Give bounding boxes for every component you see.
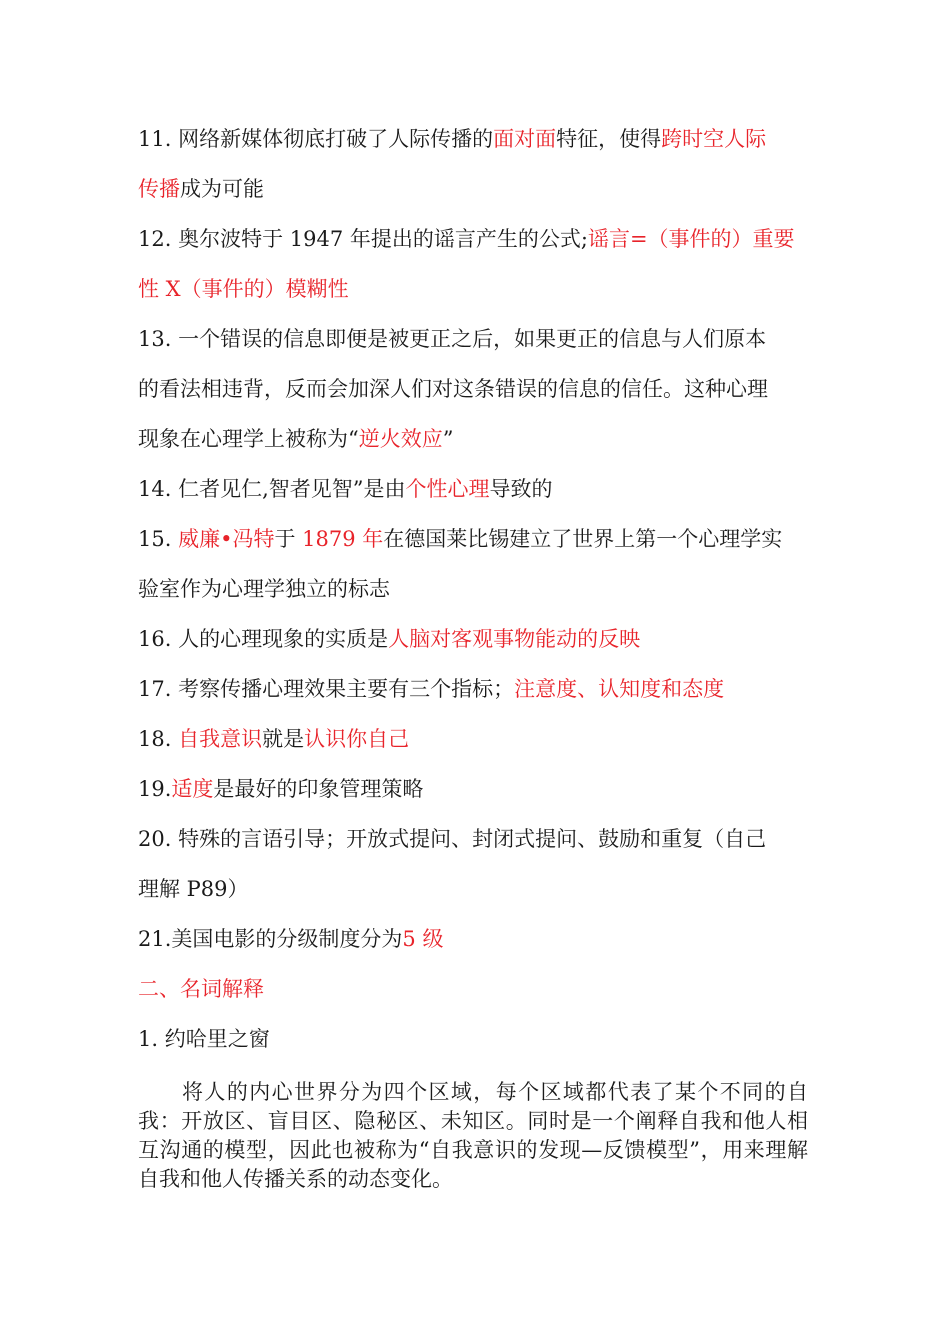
body-text: 1. 约哈里之窗 [138,1027,270,1051]
list-item [138,914,818,964]
list-item [138,764,818,814]
body-text: 特征，使得 [556,127,662,151]
text-line [138,1014,818,1064]
text-line [138,364,818,414]
list-item [138,314,818,464]
highlighted-text: 认识你自己 [304,727,410,751]
highlighted-text: 个性心理 [405,477,490,501]
highlighted-text: 跨时空人际 [661,127,767,151]
document-content [138,114,818,1194]
text-line [138,914,818,964]
text-line [138,614,818,664]
list-item [138,514,818,614]
highlighted-text: 威廉•冯特 [178,527,275,551]
list-item [138,1014,818,1064]
list-item [138,114,818,214]
body-text: 12. 奥尔波特于 1947 年提出的谣言产生的公式; [138,227,588,251]
body-text: 成为可能 [180,177,264,201]
text-line [138,714,818,764]
highlighted-text: 人脑对客观事物能动的反映 [388,627,641,651]
highlighted-text: 面对面 [493,127,557,151]
body-text: 15. [138,527,179,551]
text-line [138,314,818,364]
text-line [138,964,818,1014]
body-text: 11. 网络新媒体彻底打破了人际传播的 [138,127,494,151]
body-text: 现象在心理学上被称为“ [138,427,359,451]
text-line [138,564,818,614]
body-text: 于 [274,527,303,551]
text-line [138,414,818,464]
text-line [138,214,818,264]
body-text: 在德国莱比锡建立了世界上第一个心理学实 [383,527,783,551]
list-item [138,664,818,714]
text-line [138,764,818,814]
text-line [138,814,818,864]
list-item [138,614,818,664]
item-list [138,114,818,1064]
body-text: 14. 仁者见仁,智者见智”是由 [138,477,406,501]
highlighted-text: 自我意识 [178,727,263,751]
text-line [138,164,818,214]
body-text: 是最好的印象管理策略 [213,777,424,801]
list-item [138,814,818,914]
body-text: 的看法相违背，反而会加深人们对这条错误的信息的信任。这种心理 [138,377,768,401]
body-text: 21.美国电影的分级制度分为 [138,927,403,951]
definition-paragraph: 将人的内心世界分为四个区域，每个区域都代表了某个不同的自我：开放区、盲目区、隐秘区、未知区。同时是一个阐释自我和他人相互沟通的模型，因此也被称为“自我意识的发现—反馈模型”，用来理解自我和他人传播关系的动态变化。 [138,1080,808,1191]
body-text: 验室作为心理学独立的标志 [138,577,390,601]
text-line [138,664,818,714]
list-item [138,964,818,1014]
list-item [138,714,818,764]
body-text: 16. 人的心理现象的实质是 [138,627,389,651]
highlighted-text: 二、名词解释 [138,977,264,1001]
highlighted-text: 谣言=（事件的）重要 [587,227,795,251]
body-text: 理解 P89） [138,877,249,901]
highlighted-text: 性 X（事件的）模糊性 [138,277,349,301]
text-line [138,264,818,314]
list-item [138,214,818,314]
highlighted-text: 5 级 [402,927,444,951]
body-text: 13. 一个错误的信息即便是被更正之后，如果更正的信息与人们原本 [138,327,767,351]
highlighted-text: 1879 年 [302,527,384,551]
body-text: 20. 特殊的言语引导；开放式提问、封闭式提问、鼓励和重复（自己 [138,827,767,851]
text-line [138,464,818,514]
highlighted-text: 逆火效应 [358,427,443,451]
text-line [138,514,818,564]
body-text: 17. 考察传播心理效果主要有三个指标； [138,677,515,701]
highlighted-text: 注意度、认知度和态度 [514,677,725,701]
text-line [138,114,818,164]
body-text: 18. [138,727,179,751]
body-text: 就是 [262,727,305,751]
body-text: 19. [138,777,172,801]
body-text: ” [442,427,454,451]
highlighted-text: 适度 [171,777,214,801]
highlighted-text: 传播 [138,177,180,201]
list-item [138,464,818,514]
body-text: 导致的 [489,477,553,501]
text-line [138,864,818,914]
